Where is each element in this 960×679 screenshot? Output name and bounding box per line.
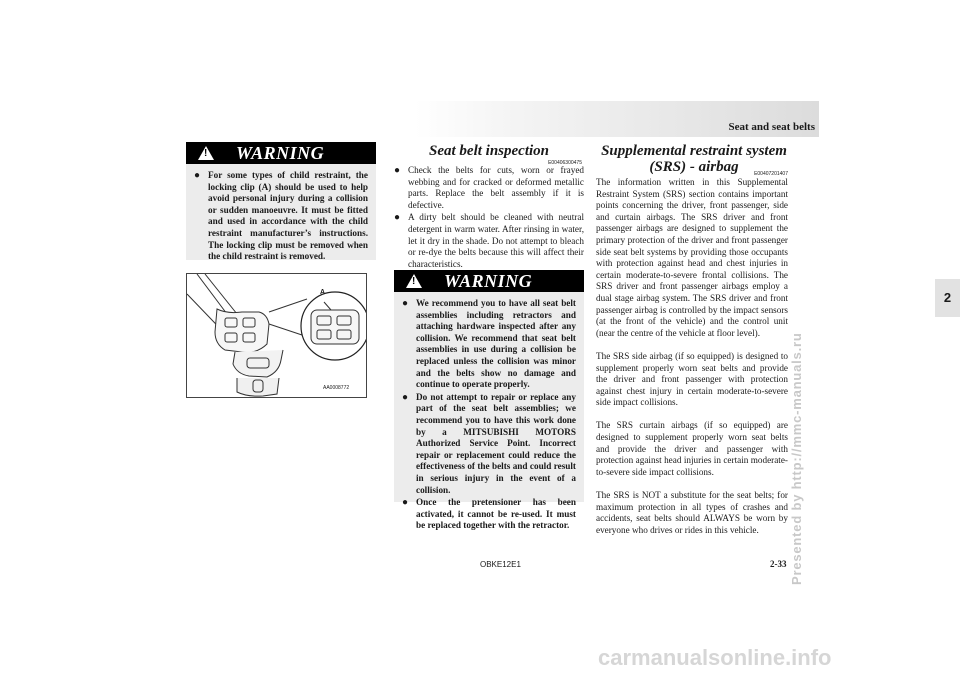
warning-header	[186, 142, 376, 164]
chapter-number: 2	[943, 290, 952, 305]
footer-doc-code: OBKE12E1	[480, 560, 521, 569]
warning-item: ● Do not attempt to repair or replace any part of the seat belt assemblies; we recommend you to have this work done by a MITSUBISHI MOTORS Authorized Service Point. Incorrect repair or replacement could reduce the effectiveness of the belts and could result in serious injury in the event of a collision.	[416, 392, 576, 496]
paragraph: The SRS side airbag (if so equipped) is designed to supplement properly worn seat belts and provide the driver and front passenger with protection against chest injury in certain moderate-to-severe side impact collisions.	[596, 350, 788, 408]
warning-item: ● For some types of child restraint, the locking clip (A) should be used to help avoid personal injury during a collision or sudden manoeuvre. It must be fitted and used in accordance with the child restraint manufacturer’s instructions. The locking clip must be removed when the child restraint is removed.	[208, 170, 368, 263]
warning-label: WARNING	[444, 270, 533, 291]
paragraph: The SRS is NOT a substitute for the seat belts; for maximum protection in all types of crashes and accidents, seat belts should ALWAYS be worn by everyone who drives or rides in this vehicle.	[596, 490, 788, 535]
warning-item: ● We recommend you to have all seat belt assemblies including retractors and attaching hardware inspected after any collision. We recommend that seat belt assemblies in use during a collision be replaced unless the collision was minor and the belts show no damage and continue to operate properly.	[416, 298, 576, 391]
header-title: Seat and seat belts	[728, 121, 815, 133]
left-warning-box	[186, 142, 376, 260]
mid-warning-box	[394, 270, 584, 531]
site-watermark: carmanualsonline.info	[598, 645, 832, 670]
warning-triangle-icon: !	[406, 274, 422, 288]
srs-body	[596, 177, 788, 548]
srs-title-line2: (SRS) - airbag	[649, 159, 739, 175]
chapter-tab	[935, 279, 960, 317]
locking-clip-figure	[186, 273, 367, 398]
srs-code: E00407201407	[754, 171, 788, 177]
inspection-list	[394, 165, 584, 271]
list-item: ● A dirty belt should be cleaned with neutral detergent in warm water. After rinsing in water, let it dry in the shade. Do not attempt to bleach or re-dye the belts because this will affect their characteristics.	[408, 212, 584, 270]
inspection-title: Seat belt inspection	[429, 143, 549, 159]
warning-triangle-icon: !	[198, 146, 214, 160]
paragraph: The SRS curtain airbags (if so equipped) are designed to supplement properly worn seat belts and provide the driver and passenger with protection against head injuries in certain moderate-to-severe side impact collisions.	[596, 420, 788, 477]
warning-header	[394, 270, 584, 292]
warning-list	[394, 292, 584, 539]
seat-belt-clip-illustration	[187, 274, 366, 397]
warning-label: WARNING	[236, 142, 325, 163]
side-watermark: Presented by http://mmc-manuals.ru	[789, 332, 804, 585]
page-header	[415, 101, 819, 137]
list-item: ● Check the belts for cuts, worn or frayed webbing and for cracked or deformed metallic parts. Replace the belt assembly if it is defective.	[408, 165, 584, 211]
inspection-code: E00406300475	[548, 160, 582, 166]
figure-callout: A	[320, 289, 326, 296]
warning-list	[186, 164, 376, 270]
srs-title-line1: Supplemental restraint system	[601, 143, 787, 159]
warning-item: ● Once the pretensioner has been activated, it cannot be re-used. It must be replaced together with the retractor.	[416, 497, 576, 532]
figure-code: AA0008772	[323, 385, 350, 391]
page-number: 2-33	[770, 559, 787, 569]
paragraph: The information written in this Supplemental Restraint System (SRS) section contains important points concerning the driver, front passenger, side and curtain airbags. The SRS driver and front passenger airbags are designed to supplement the primary protection of the driver and front passenger side seat belt systems by providing those occupants with protection against head and chest injuries in certain moderate-to-severe frontal collisions. The SRS driver and front passenger airbags employ a dual stage airbag system. The SRS driver and front passenger airbag is controlled by the impact sensors (at the front of the vehicle) and the control unit (near the centre of the vehicle at floor level).	[596, 177, 788, 338]
